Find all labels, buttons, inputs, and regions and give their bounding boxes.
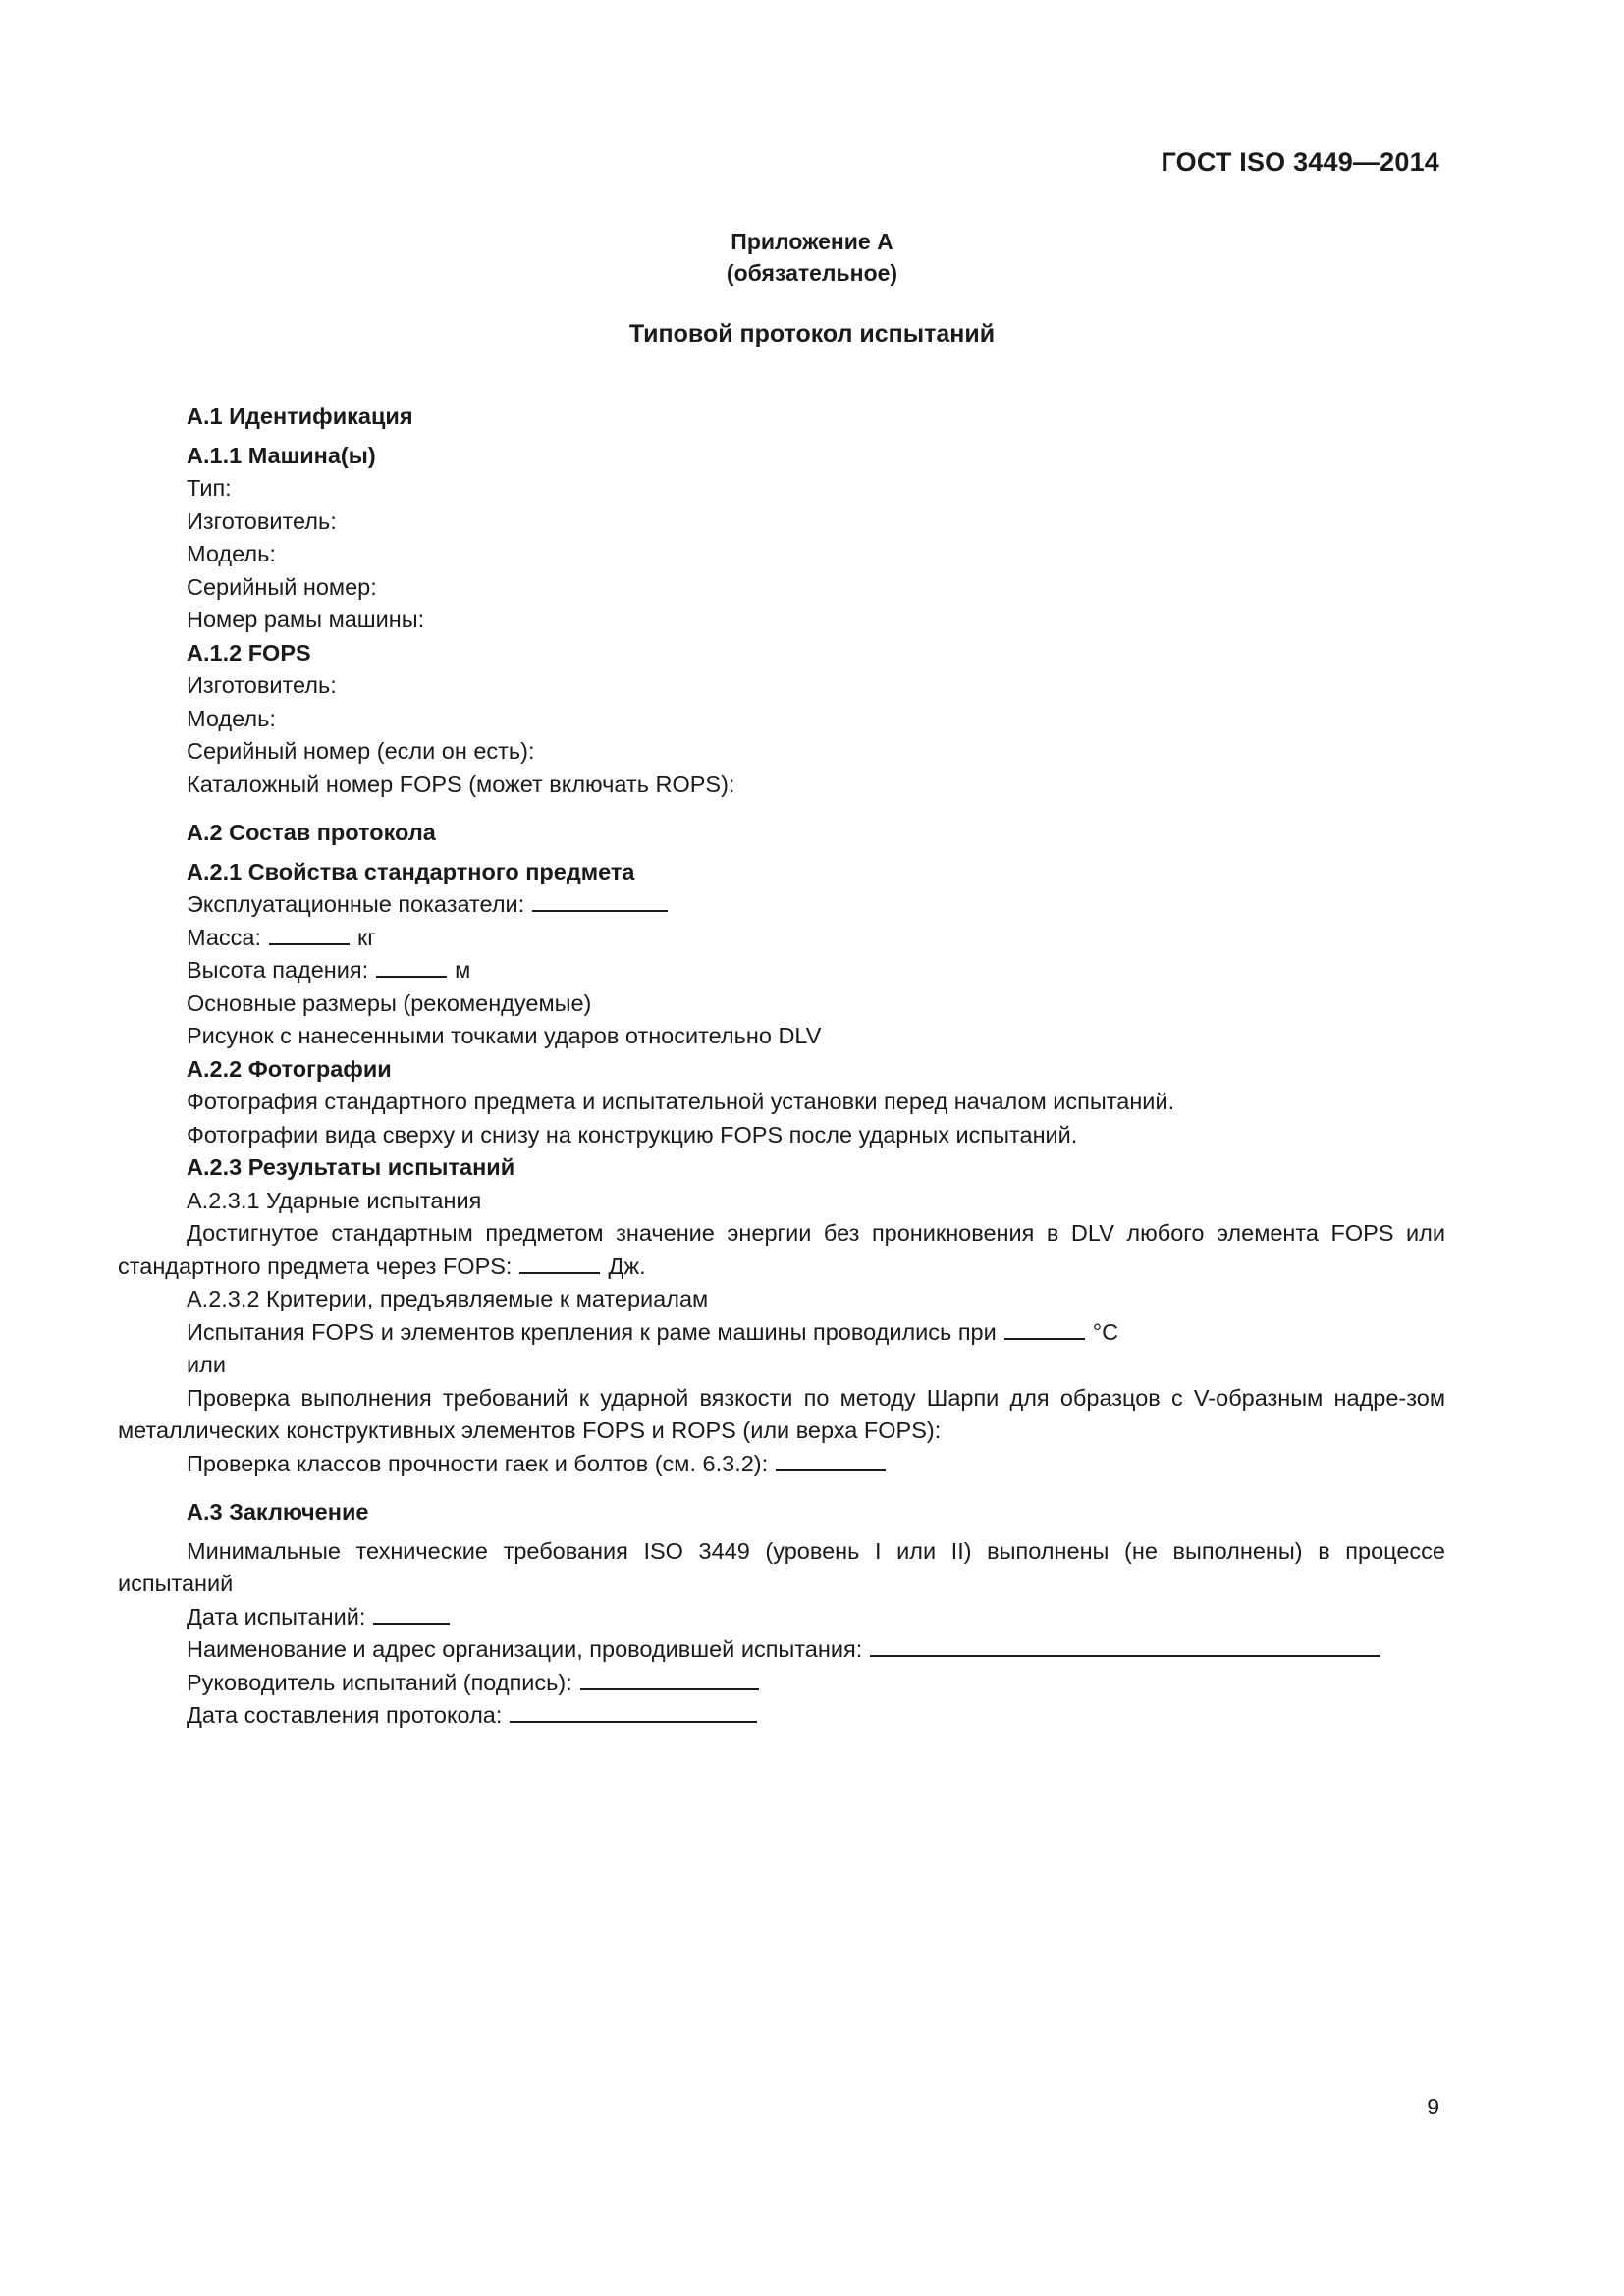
mass-unit: кг bbox=[357, 924, 376, 950]
section-a232-heading: А.2.3.2 Критерии, предъявляемые к материалам bbox=[187, 1286, 709, 1311]
photo-before: Фотография стандартного предмета и испытательной установки перед началом испытаний. bbox=[187, 1089, 1175, 1114]
section-a11-heading: А.1.1 Машина(ы) bbox=[187, 442, 376, 468]
energy-text: Достигнутое стандартным предметом значение энергии без проникновения в DLV любого элемента FOPS или стандартного предмета через FOPS: bbox=[118, 1220, 1445, 1279]
performance-line bbox=[118, 888, 1445, 922]
photo-after: Фотографии вида сверху и снизу на конструкцию FOPS после ударных испытаний. bbox=[187, 1121, 1078, 1148]
section-a22-heading: А.2.2 Фотографии bbox=[187, 1055, 392, 1082]
organization-label: Наименование и адрес организации, проводившей испытания: bbox=[187, 1636, 863, 1662]
energy-paragraph bbox=[118, 1217, 1445, 1283]
charpy-paragraph: Проверка выполнения требований к ударной вязкости по методу Шарпи для образцов с V-образным надре-зом металлических конструктивных элементов FOPS и ROPS (или верха FOPS): bbox=[118, 1384, 1445, 1443]
section-a12-heading: А.1.2 FOPS bbox=[187, 639, 311, 666]
report-date-blank[interactable] bbox=[510, 1699, 757, 1723]
appendix-note: (обязательное) bbox=[726, 260, 898, 286]
section-a3-heading: А.3 Заключение bbox=[187, 1499, 369, 1524]
machine-type: Тип: bbox=[187, 475, 232, 501]
organization-blank[interactable] bbox=[870, 1633, 1380, 1657]
document-body bbox=[118, 400, 1445, 1733]
machine-model: Модель: bbox=[187, 541, 276, 566]
temperature-text: Испытания FOPS и элементов крепления к раме машины проводились при bbox=[187, 1318, 997, 1345]
temperature-line bbox=[118, 1316, 1445, 1350]
test-head-line bbox=[118, 1667, 1445, 1700]
performance-blank[interactable] bbox=[532, 888, 668, 912]
drop-height-unit: м bbox=[455, 957, 471, 983]
machine-serial: Серийный номер: bbox=[187, 573, 377, 600]
fops-manufacturer: Изготовитель: bbox=[187, 672, 337, 698]
impact-points-figure: Рисунок с нанесенными точками ударов относительно DLV bbox=[187, 1023, 822, 1048]
conclusion-paragraph: Минимальные технические требования ISO 3449 (уровень I или II) выполнены (не выполнены) в процессе испытаний bbox=[118, 1537, 1445, 1596]
section-a231-heading: А.2.3.1 Ударные испытания bbox=[187, 1187, 482, 1213]
performance-label: Эксплуатационные показатели: bbox=[187, 891, 525, 917]
section-a21-heading: А.2.1 Свойства стандартного предмета bbox=[187, 858, 635, 884]
report-title: Типовой протокол испытаний bbox=[628, 320, 996, 347]
drop-height-label: Высота падения: bbox=[187, 957, 369, 983]
test-date-label: Дата испытаний: bbox=[187, 1603, 366, 1629]
page-number: 9 bbox=[1427, 2094, 1439, 2119]
fops-serial: Серийный номер (если он есть): bbox=[187, 738, 535, 764]
machine-manufacturer: Изготовитель: bbox=[187, 507, 337, 534]
mass-blank[interactable] bbox=[269, 922, 350, 945]
report-date-line bbox=[118, 1699, 1445, 1733]
test-head-signature-blank[interactable] bbox=[580, 1667, 759, 1690]
test-date-blank[interactable] bbox=[373, 1601, 450, 1625]
appendix-title: Приложение А bbox=[731, 229, 893, 254]
report-date-label: Дата составления протокола: bbox=[187, 1702, 503, 1728]
fops-catalog-number: Каталожный номер FOPS (может включать ROPS): bbox=[187, 771, 735, 797]
machine-frame-number: Номер рамы машины: bbox=[187, 607, 425, 632]
energy-blank[interactable] bbox=[519, 1251, 600, 1274]
test-date-line bbox=[118, 1601, 1445, 1634]
drop-height-line bbox=[118, 954, 1445, 988]
or-text: или bbox=[187, 1352, 226, 1377]
mass-line bbox=[118, 922, 1445, 955]
bolts-line bbox=[118, 1448, 1445, 1481]
bolts-blank[interactable] bbox=[776, 1448, 886, 1471]
section-a2-heading: А.2 Состав протокола bbox=[187, 820, 436, 845]
mass-label: Масса: bbox=[187, 924, 262, 950]
document-code: ГОСТ ISO 3449—2014 bbox=[1161, 147, 1439, 177]
section-a23-heading: А.2.3 Результаты испытаний bbox=[187, 1154, 515, 1180]
organization-line bbox=[118, 1633, 1445, 1667]
test-head-label: Руководитель испытаний (подпись): bbox=[187, 1669, 572, 1695]
temperature-unit: °С bbox=[1092, 1318, 1119, 1345]
section-a1-heading: А.1 Идентификация bbox=[187, 403, 413, 429]
fops-model: Модель: bbox=[187, 705, 276, 731]
drop-height-blank[interactable] bbox=[376, 954, 447, 978]
energy-unit: Дж. bbox=[608, 1253, 646, 1279]
temperature-blank[interactable] bbox=[1004, 1316, 1085, 1340]
bolts-text: Проверка классов прочности гаек и болтов (см. 6.3.2): bbox=[187, 1450, 769, 1476]
main-dimensions: Основные размеры (рекомендуемые) bbox=[187, 989, 592, 1016]
